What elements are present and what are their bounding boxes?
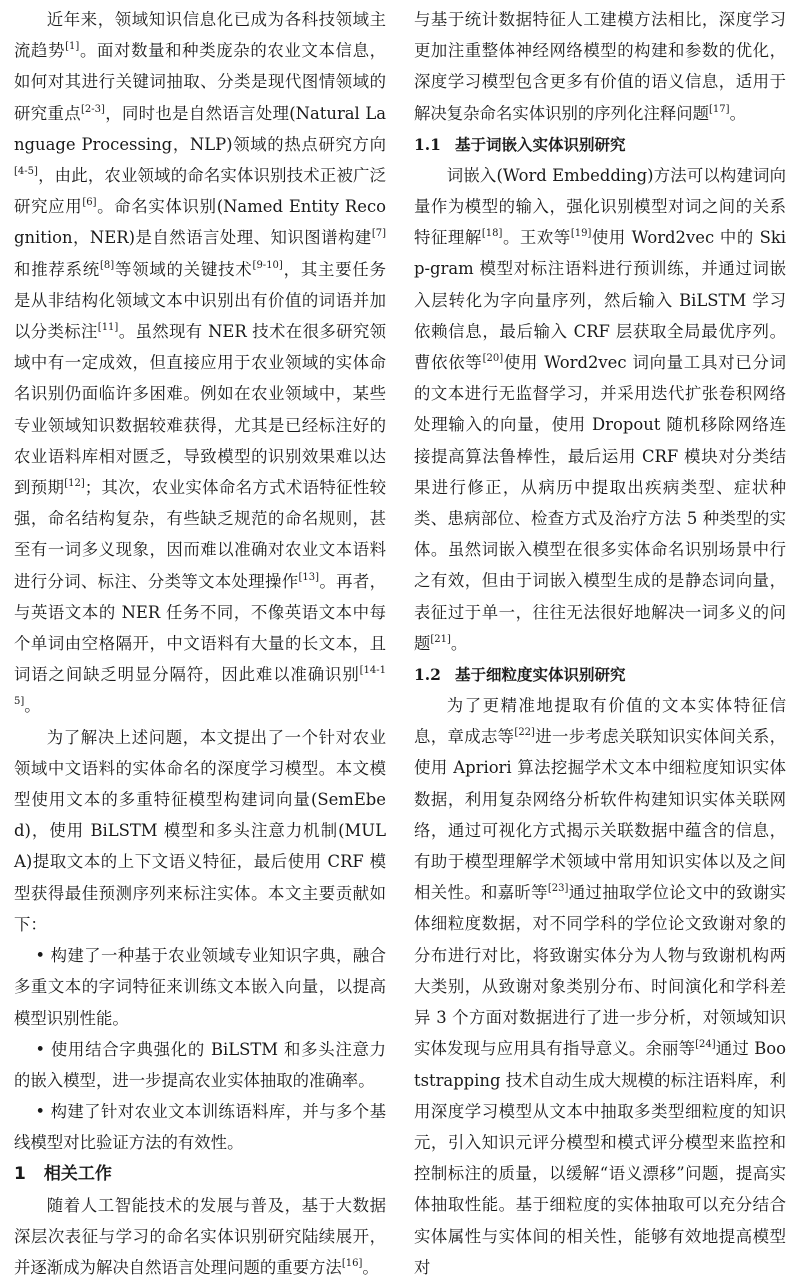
section-heading-related-work [14, 1159, 386, 1190]
citation-marker: [16] [341, 1257, 363, 1269]
continued-paragraph: 与基于统计数据特征人工建模方法相比，深度学习更加注重整体神经网络模型的构建和参数的优化，深度学习模型包含更多有价值的语义信息，适用于解决复杂命名实体识别的序列化注释问题[17]。 [414, 10, 786, 123]
citation-marker: [23] [547, 883, 569, 895]
citation-marker: [4-5] [14, 166, 38, 178]
citation-marker: [22] [514, 727, 535, 739]
citation-marker: [19] [570, 228, 592, 240]
contribution-paragraph: 为了解决上述问题，本文提出了一个针对农业领域中文语料的实体命名的深度学习模型。本文模型使用文本的多重特征模型构建词向量(SemEbed)，使用 BiLSTM 模型和多头注意力机制(MULA)提取文本的上下文语义特征，最后使用 CRF 模型获得最佳预测序列来标注实体。本文主要贡献如下： [14, 727, 386, 934]
contribution-bullet-3: • 构建了针对农业文本训练语料库，并与多个基线模型对比验证方法的有效性。 [14, 1102, 386, 1153]
contribution-bullet-2: • 使用结合字典强化的 BiLSTM 和多头注意力的嵌入模型，进一步提高农业实体抽取的准确率。 [14, 1039, 386, 1090]
word-embedding-paragraph: 词嵌入(Word Embedding)方法可以构建词向量作为模型的输入，强化识别模型对词之间的关系特征理解[18]。王欢等[19]使用 Word2vec 中的 Skip-gram 模型对标注语料进行预训练，并通过词嵌入层转化为字向量序列，然后输入 BiLSTM 学习依赖信息，最后输入 CRF 层获取全局最优序列。曹依依等[20]使用 Word2vec 词向量工具对已分词的文本进行无监督学习，并采用迭代扩张卷积网络处理输入的向量，使用 Dropout 随机移除网络连接提高算法鲁棒性，最后运用 CRF 模块对分类结果进行修正，从病历中提取出疾病类型、症状种类、患病部位、检查方式及治疗方法 5 种类型的实体。虽然词嵌入模型在很多实体命名识别场景中行之有效，但由于词嵌入模型生成的是静态词向量，表征过于单一，往往无法很好地解决一词多义的问题[21]。 [414, 165, 787, 653]
fine-grained-paragraph: 为了更精准地提取有价值的文本实体特征信息，章成志等[22]进一步考虑关联知识实体间关系，使用 Apriori 算法挖掘学术文本中细粒度知识实体数据，利用复杂网络分析软件构建知识实体关联网络，通过可视化方式揭示关联数据中蕴含的信息，有助于模型理解学术领域中常用知识实体以及之间相关性。和嘉昕等[23]通过抽取学位论文中的致谢实体细粒度数据，对不同学科的学位论文致谢对象的分布进行对比，将致谢实体分为人物与致谢机构两大类别，从致谢对象类别分布、时间演化和学科差异 3 个方面对数据进行了进一步分析，对领域知识实体发现与应用具有指导意义。余丽等[24]通过 Bootstrapping 技术自动生成大规模的标注语料库，利用深度学习模型从文本中抽取多类型细粒度的知识元，引入知识元评分模型和模式评分模型来监控和控制标注的质量，以缓解“语义漂移”问题，提高实体抽取性能。基于细粒度的实体抽取可以充分结合实体属性与实体间的相关性，能够有效地提高模型对 [414, 696, 787, 1277]
citation-marker: [20] [482, 353, 504, 365]
citation-marker: [2-3] [80, 103, 105, 115]
subsection-number: 1.2 [414, 665, 441, 685]
citation-marker: [11] [97, 322, 119, 334]
citation-marker: [14-15] [14, 665, 386, 708]
related-work-paragraph: 随着人工智能技术的发展与普及，基于大数据深层次表征与学习的命名实体识别研究陆续展开，并逐渐成为解决自然语言处理问题的重要方法[16]。 [14, 1195, 386, 1277]
citation-marker: [18] [481, 228, 503, 240]
intro-paragraph: 近年来，领域知识信息化已成为各科技领域主流趋势[1]。面对数量和种类庞杂的农业文本信息，如何对其进行关键词抽取、分类是现代图情领域的研究重点[2-3]，同时也是自然语言处理(Natural Language Processing，NLP)领域的热点研究方向[4-5]，由此，农业领域的命名实体识别技术正被广泛研究应用[6]。命名实体识别(Named Entity Recognition，NER)是自然语言处理、知识图谱构建[7]和推荐系统[8]等领域的关键技术[9-10]，其主要任务是从非结构化领域文本中识别出有价值的词语并加以分类标注[11]。虽然现有 NER 技术在很多研究领域中有一定成效，但直接应用于农业领域的实体命名识别仍面临许多困难。例如在农业领域中，某些专业领域知识数据较难获得，尤其是已经标注好的农业语料库相对匮乏，导致模型的识别效果难以达到预期[12]；其次，农业实体命名方式术语特征性较强，命名结构复杂，有些缺乏规范的命名规则，甚至有一词多义现象，因而难以准确对农业文本语料进行分词、标注、分类等文本处理操作[13]。再者，与英语文本的 NER 任务不同，不像英语文本中每个单词由空格隔开，中文语料有大量的长文本，且词语之间缺乏明显分隔符，因此难以准确识别[14-15]。 [14, 10, 387, 716]
subsection-title: 基于细粒度实体识别研究 [454, 665, 626, 685]
section-title: 相关工作 [43, 1163, 112, 1184]
left-column [14, 4, 386, 1283]
citation-marker: [6] [82, 197, 97, 209]
citation-marker: [8] [99, 259, 115, 271]
citation-marker: [1] [65, 41, 80, 53]
citation-marker: [24] [695, 1039, 716, 1051]
citation-marker: [21] [430, 633, 451, 645]
subsection-number: 1.1 [414, 134, 441, 154]
right-column [414, 4, 786, 1283]
contribution-bullet-1: • 构建了一种基于农业领域专业知识字典，融合多重文本的字词特征来训练文本嵌入向量，以提高模型识别性能。 [14, 946, 386, 1028]
subsection-heading-word-embedding [414, 129, 786, 160]
citation-marker: [9-10] [252, 259, 283, 271]
subsection-heading-fine-grained [414, 659, 786, 690]
subsection-title: 基于词嵌入实体识别研究 [454, 134, 626, 154]
citation-marker: [7] [371, 228, 386, 240]
citation-marker: [13] [298, 571, 320, 583]
citation-marker: [17] [709, 103, 730, 115]
citation-marker: [12] [64, 478, 85, 490]
section-number: 1 [14, 1163, 26, 1184]
